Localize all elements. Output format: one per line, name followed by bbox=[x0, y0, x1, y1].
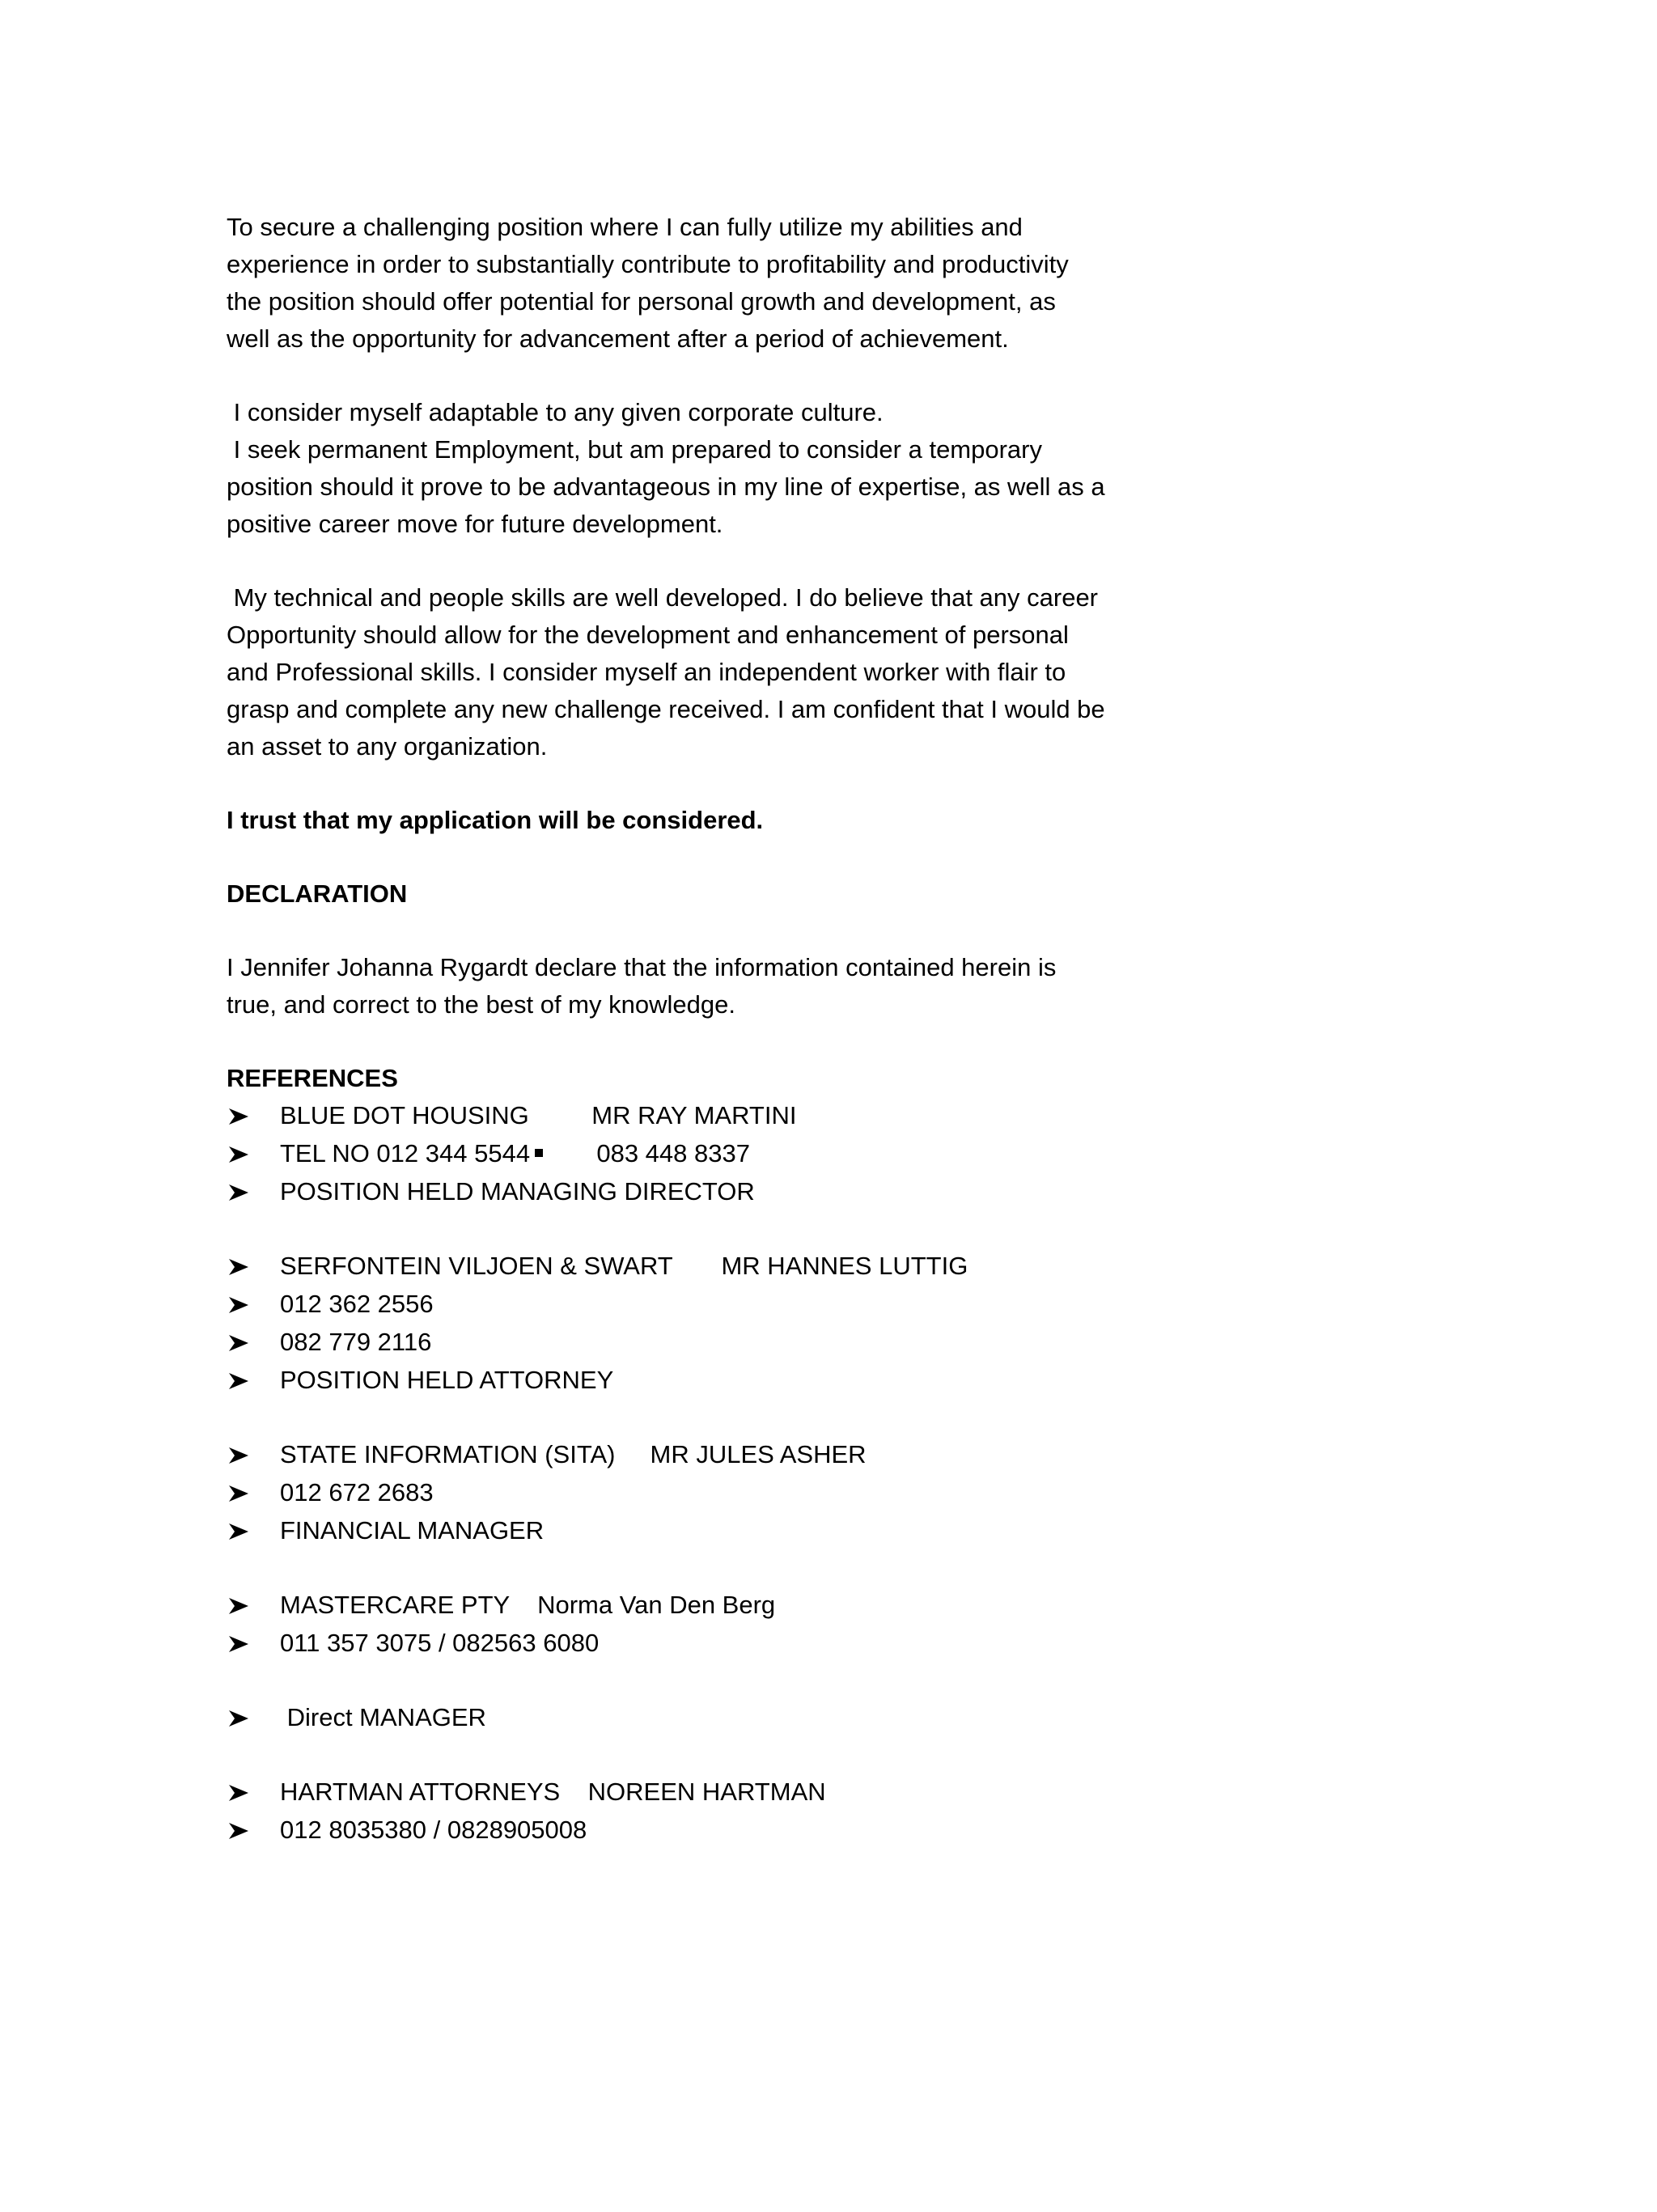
reference-text bbox=[280, 1812, 587, 1849]
spacer bbox=[227, 1023, 1246, 1060]
arrowhead-bullet-icon bbox=[227, 1699, 254, 1736]
reference-text bbox=[280, 1512, 544, 1549]
skills-line: My technical and people skills are well developed. I do believe that any career bbox=[227, 583, 1099, 612]
reference-group bbox=[227, 1587, 1246, 1663]
reference-item bbox=[227, 1097, 1246, 1135]
arrowhead-bullet-icon bbox=[227, 1362, 254, 1399]
objective-line: well as the opportunity for advancement after a period of achievement. bbox=[227, 324, 1009, 353]
small-square-icon bbox=[535, 1149, 543, 1157]
arrowhead-bullet-icon bbox=[227, 1625, 254, 1662]
skills-line: Opportunity should allow for the development and enhancement of personal bbox=[227, 621, 1069, 649]
reference-item bbox=[227, 1587, 1246, 1625]
reference-text bbox=[280, 1474, 434, 1511]
arrowhead-bullet-icon bbox=[227, 1436, 254, 1473]
adaptable-line: I consider myself adaptable to any given corporate culture. bbox=[227, 398, 884, 426]
adaptable-line: I seek permanent Employment, but am prepared to consider a temporary bbox=[227, 435, 1042, 464]
arrowhead-bullet-icon bbox=[227, 1286, 254, 1323]
arrowhead-bullet-icon bbox=[227, 1173, 254, 1210]
reference-text-main: Direct MANAGER bbox=[280, 1703, 486, 1731]
reference-item bbox=[227, 1248, 1246, 1286]
skills-line: an asset to any organization. bbox=[227, 732, 548, 761]
reference-text-main: 012 8035380 / 0828905008 bbox=[280, 1816, 587, 1844]
reference-text-main: BLUE DOT HOUSING MR RAY MARTINI bbox=[280, 1101, 797, 1129]
skills-paragraph bbox=[227, 579, 1246, 765]
references-list bbox=[227, 1097, 1246, 1850]
reference-text-secondary: 083 448 8337 bbox=[548, 1139, 750, 1167]
reference-text bbox=[280, 1173, 755, 1210]
skills-line: grasp and complete any new challenge received. I am confident that I would be bbox=[227, 695, 1105, 723]
spacer bbox=[227, 1737, 1246, 1773]
reference-text-main: POSITION HELD MANAGING DIRECTOR bbox=[280, 1177, 755, 1206]
document-page bbox=[227, 209, 1246, 1850]
reference-item bbox=[227, 1812, 1246, 1850]
spacer bbox=[227, 543, 1246, 579]
reference-text bbox=[280, 1097, 796, 1134]
declaration-heading: DECLARATION bbox=[227, 879, 408, 908]
objective-paragraph bbox=[227, 209, 1246, 358]
reference-text-main: 012 672 2683 bbox=[280, 1478, 434, 1506]
adaptable-line: position should it prove to be advantageous in my line of expertise, as well as a bbox=[227, 472, 1105, 501]
reference-text-main: 012 362 2556 bbox=[280, 1290, 434, 1318]
adaptable-line: positive career move for future development. bbox=[227, 510, 723, 538]
trust-statement: I trust that my application will be considered. bbox=[227, 806, 764, 834]
skills-line: and Professional skills. I consider myself an independent worker with flair to bbox=[227, 658, 1066, 686]
spacer bbox=[227, 1663, 1246, 1699]
reference-item bbox=[227, 1512, 1246, 1550]
spacer bbox=[227, 1211, 1246, 1248]
spacer bbox=[227, 839, 1246, 875]
reference-group bbox=[227, 1436, 1246, 1550]
arrowhead-bullet-icon bbox=[227, 1773, 254, 1811]
reference-text bbox=[280, 1248, 968, 1285]
reference-group bbox=[227, 1097, 1246, 1211]
spacer bbox=[227, 765, 1246, 802]
reference-item bbox=[227, 1362, 1246, 1400]
arrowhead-bullet-icon bbox=[227, 1587, 254, 1624]
reference-item bbox=[227, 1436, 1246, 1474]
reference-group bbox=[227, 1248, 1246, 1400]
reference-text-main: 011 357 3075 / 082563 6080 bbox=[280, 1629, 600, 1657]
arrowhead-bullet-icon bbox=[227, 1135, 254, 1172]
reference-text-main: MASTERCARE PTY Norma Van Den Berg bbox=[280, 1591, 776, 1619]
arrowhead-bullet-icon bbox=[227, 1248, 254, 1285]
reference-item bbox=[227, 1286, 1246, 1324]
reference-item bbox=[227, 1135, 1246, 1173]
reference-text bbox=[280, 1135, 750, 1172]
declaration-line: true, and correct to the best of my knowledge. bbox=[227, 990, 735, 1019]
objective-line: experience in order to substantially contribute to profitability and productivity bbox=[227, 250, 1069, 278]
arrowhead-bullet-icon bbox=[227, 1097, 254, 1134]
objective-line: the position should offer potential for personal growth and development, as bbox=[227, 287, 1056, 316]
reference-text bbox=[280, 1324, 431, 1361]
references-heading: REFERENCES bbox=[227, 1064, 398, 1092]
reference-text-main: POSITION HELD ATTORNEY bbox=[280, 1366, 614, 1394]
reference-item bbox=[227, 1324, 1246, 1362]
reference-item bbox=[227, 1773, 1246, 1812]
spacer bbox=[227, 358, 1246, 394]
reference-text bbox=[280, 1362, 613, 1399]
objective-line: To secure a challenging position where I can fully utilize my abilities and bbox=[227, 213, 1023, 241]
reference-text-main: FINANCIAL MANAGER bbox=[280, 1516, 545, 1545]
reference-text-main: TEL NO 012 344 5544 bbox=[280, 1139, 531, 1167]
adaptable-paragraph bbox=[227, 394, 1246, 543]
spacer bbox=[227, 1400, 1246, 1436]
reference-item bbox=[227, 1625, 1246, 1663]
reference-text-main: STATE INFORMATION (SITA) MR JULES ASHER bbox=[280, 1440, 867, 1468]
reference-item bbox=[227, 1173, 1246, 1211]
spacer bbox=[227, 1550, 1246, 1587]
arrowhead-bullet-icon bbox=[227, 1812, 254, 1849]
reference-text-main: 082 779 2116 bbox=[280, 1328, 432, 1356]
reference-text-main: SERFONTEIN VILJOEN & SWART MR HANNES LUTTIG bbox=[280, 1252, 968, 1280]
reference-text bbox=[280, 1436, 867, 1473]
reference-item bbox=[227, 1699, 1246, 1737]
reference-group bbox=[227, 1773, 1246, 1850]
arrowhead-bullet-icon bbox=[227, 1512, 254, 1549]
reference-text-main: HARTMAN ATTORNEYS NOREEN HARTMAN bbox=[280, 1778, 826, 1806]
reference-group bbox=[227, 1699, 1246, 1737]
reference-text bbox=[280, 1286, 434, 1323]
arrowhead-bullet-icon bbox=[227, 1474, 254, 1511]
reference-text bbox=[280, 1773, 826, 1811]
reference-text bbox=[280, 1625, 599, 1662]
spacer bbox=[227, 913, 1246, 949]
arrowhead-bullet-icon bbox=[227, 1324, 254, 1361]
declaration-paragraph bbox=[227, 949, 1246, 1023]
reference-text bbox=[280, 1587, 775, 1624]
declaration-line: I Jennifer Johanna Rygardt declare that the information contained herein is bbox=[227, 953, 1057, 981]
reference-text bbox=[280, 1699, 486, 1736]
reference-item bbox=[227, 1474, 1246, 1512]
